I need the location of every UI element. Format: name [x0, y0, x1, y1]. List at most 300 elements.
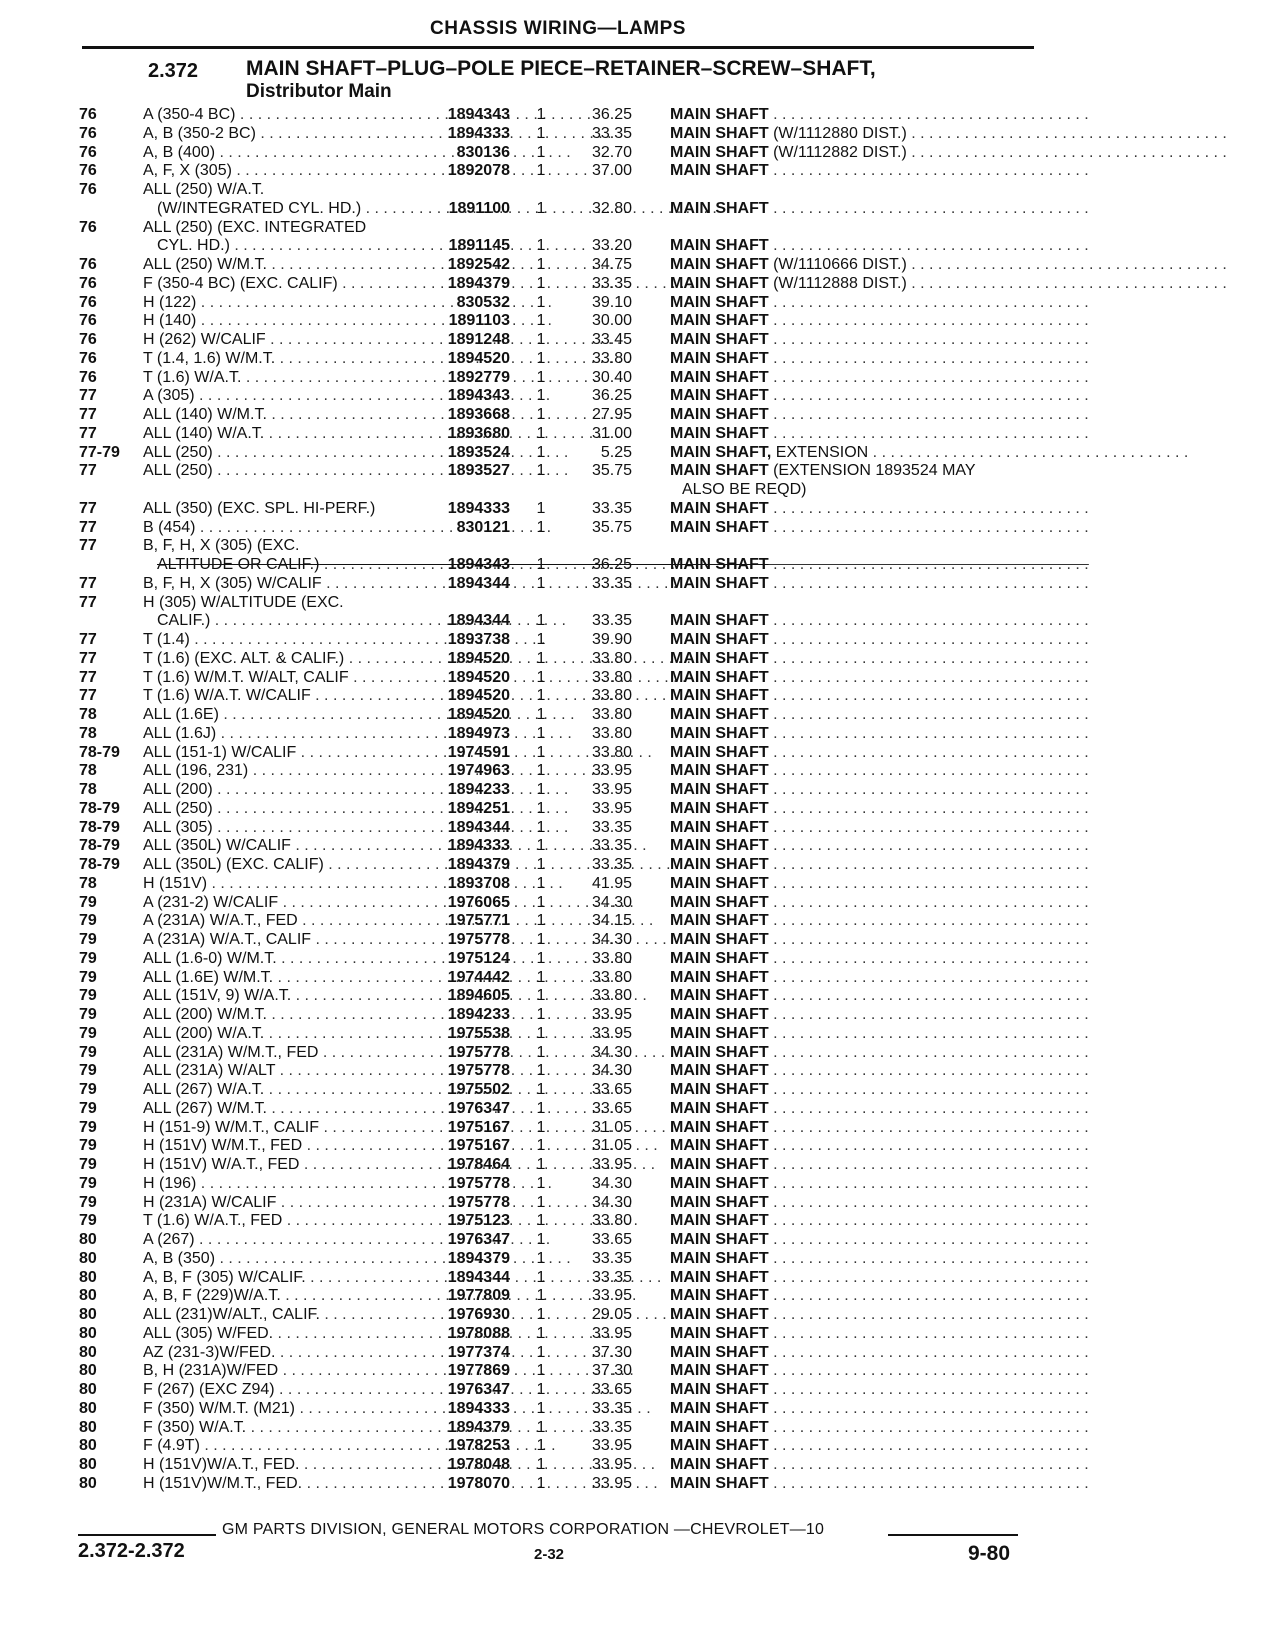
- table-row: [0, 556, 1280, 575]
- description: [670, 781, 1089, 800]
- quantity: 1: [536, 556, 546, 573]
- part-number: 1975778: [447, 1193, 510, 1211]
- description: [670, 1249, 1089, 1269]
- quantity: 1: [536, 574, 546, 592]
- description: [670, 874, 1089, 894]
- part-number: 1975124: [447, 949, 510, 967]
- description-name: MAIN SHAFT: [670, 1006, 769, 1023]
- description: [670, 1399, 1089, 1419]
- quantity: 1: [536, 1212, 546, 1230]
- part-number: 1894379: [447, 274, 510, 292]
- footer-section-range: 2.372-2.372: [78, 1540, 185, 1562]
- model-year: 80: [79, 1399, 97, 1417]
- description: [670, 1437, 1089, 1456]
- leader-dots: . . . . . . . . . . . . . . . . . . . . . . . . . . . . . . . . . . . .: [768, 631, 1089, 648]
- application: A, B, F (305) W/CALIF. . . .: [143, 1269, 411, 1288]
- model-year: 79: [79, 1212, 97, 1230]
- leader-dots: . . . . . . . . . . . . . . . . . . . . . . . . . . . . . . . . . . . .: [768, 893, 1089, 911]
- description-name: MAIN SHAFT: [670, 1381, 769, 1398]
- quantity: 1: [536, 1474, 546, 1492]
- price: 33.95: [591, 1024, 632, 1042]
- application: ALL (250) . . .: [143, 444, 411, 463]
- model-year: 76: [79, 256, 97, 273]
- description: [670, 1156, 1089, 1175]
- part-number: 1894344: [447, 818, 510, 836]
- application: ALL (305) W/FED. . . .: [143, 1325, 411, 1344]
- part-number: 1894520: [447, 349, 510, 367]
- part-number: 1894343: [447, 556, 510, 573]
- leader-dots: . . . . . . . . . . . . . . . . . . . . . . . . . . . . . . . . . . . .: [768, 612, 1089, 630]
- part-number: 1891103: [448, 312, 510, 330]
- leader-dots: . . . . . . . . . . . . . . . . . . . . . . . . . . . . . . . . . . . .: [768, 799, 1089, 817]
- model-year: 78: [79, 706, 97, 723]
- quantity: 1: [536, 443, 546, 461]
- application: A (231-2) W/CALIF . . .: [143, 894, 411, 913]
- price: 33.35: [591, 124, 632, 142]
- description: [670, 949, 1089, 969]
- table-row: [0, 969, 1280, 988]
- table-row: [0, 387, 1280, 406]
- table-row: [0, 1175, 1280, 1194]
- leader-dots: . . . . . . . . . . . . . . . . . . . . . . . . . . . . . . . . . . . .: [768, 518, 1089, 536]
- application: H (151V) . . .: [143, 875, 411, 894]
- description: [670, 931, 1089, 950]
- application: ALL (250) W/M.T. . . .: [143, 256, 411, 275]
- description-name: MAIN SHAFT: [670, 1212, 769, 1230]
- model-year: 76: [79, 349, 97, 367]
- application: ALL (231A) W/M.T., FED . . .: [143, 1044, 411, 1063]
- quantity: 1: [536, 781, 546, 798]
- footer-rule-left: [78, 1534, 216, 1536]
- description: [670, 1324, 1089, 1344]
- part-number: 1975778: [447, 1174, 510, 1192]
- model-year: 79: [79, 1062, 97, 1080]
- model-year: 80: [79, 1362, 97, 1380]
- price: 34.30: [591, 1174, 632, 1192]
- part-number: 1894520: [447, 687, 510, 705]
- price: 33.35: [591, 837, 632, 855]
- quantity: 1: [536, 1306, 546, 1323]
- description-name: MAIN SHAFT: [670, 687, 769, 705]
- price: 33.35: [591, 574, 632, 592]
- part-number: 1977374: [447, 1343, 510, 1361]
- price: 33.80: [591, 649, 632, 667]
- application: ALL (305) . . .: [143, 819, 411, 838]
- price: 33.80: [591, 949, 632, 967]
- price: 33.95: [591, 799, 632, 817]
- quantity: 1: [536, 143, 546, 161]
- description: [670, 387, 1089, 406]
- quantity: 1: [536, 237, 546, 255]
- part-number: 1893527: [447, 462, 510, 480]
- price: 33.95: [591, 762, 632, 780]
- table-row: [0, 1044, 1280, 1063]
- description-name: MAIN SHAFT: [670, 1231, 769, 1248]
- price: 35.75: [591, 518, 632, 536]
- part-number: 1978048: [447, 1456, 510, 1473]
- description-name: MAIN SHAFT: [670, 837, 769, 855]
- price: 32.80: [591, 199, 632, 217]
- application: ALL (231A) W/ALT . . .: [143, 1062, 411, 1081]
- description: [670, 893, 1089, 913]
- price: 33.80: [591, 668, 632, 686]
- description: [670, 762, 1089, 781]
- price: 31.05: [591, 1137, 632, 1155]
- model-year: 80: [79, 1381, 97, 1398]
- price: 34.30: [591, 1043, 632, 1061]
- application: ALL (200) . . .: [143, 781, 411, 800]
- model-year: 77: [79, 406, 97, 423]
- application: ALL (250) W/A.T.: [143, 181, 265, 198]
- leader-dots: . . . . . . . . . . . . . . . . . . . . . . . . . . . . . . . . . . . .: [768, 668, 1089, 686]
- application: ALL (350L) W/CALIF . . .: [143, 837, 411, 856]
- part-number: 1976347: [447, 1099, 510, 1117]
- application: ALL (151V, 9) W/A.T. . . .: [143, 987, 411, 1006]
- application: ALL (250) (EXC. INTEGRATED: [143, 218, 367, 236]
- price: 33.80: [591, 706, 632, 723]
- leader-dots: . . . . . . . . . . . . . . . . . . . . . . . . . . . . . . . . . . . .: [768, 1268, 1089, 1286]
- description: [670, 612, 1089, 631]
- application: T (1.4, 1.6) W/M.T. . . .: [143, 350, 411, 369]
- model-year: 76: [79, 368, 97, 386]
- application: A, B (350-2 BC) . . .: [143, 125, 411, 144]
- leader-dots: . . . . . . . . . . . . . . . . . . . . . . . . . . . . . . . . . . . .: [768, 1193, 1089, 1211]
- leader-dots: . . . . . . . . . . . . . . . . . . . . . . . . . . . . . . . . . . . .: [768, 556, 1089, 573]
- leader-dots: . . . . . . . . . . . . . . . . . . . . . . . . . . . . . . . . . . . .: [768, 1231, 1089, 1248]
- table-row: [0, 200, 1280, 219]
- model-year: 80: [79, 1287, 97, 1305]
- model-year: 79: [79, 1099, 97, 1117]
- table-row: [0, 819, 1280, 838]
- part-number: 1894344: [447, 574, 510, 592]
- model-year: 77: [79, 593, 97, 611]
- quantity: 1: [536, 124, 546, 142]
- quantity: 1: [536, 968, 546, 986]
- quantity: 1: [536, 368, 546, 386]
- part-number: 1892542: [447, 256, 510, 273]
- application: B, F, H, X (305) W/CALIF . . .: [143, 575, 411, 594]
- description-name: MAIN SHAFT: [670, 612, 769, 630]
- quantity: 1: [536, 293, 546, 311]
- part-number: 1894333: [447, 499, 510, 517]
- model-year: 78-79: [79, 743, 120, 761]
- part-number: 1894344: [447, 612, 510, 630]
- description: [670, 462, 1028, 481]
- model-year: 79: [79, 1006, 97, 1023]
- price: 33.95: [591, 1287, 632, 1305]
- description-name: MAIN SHAFT: [670, 1193, 769, 1211]
- application: A (267) . . .: [143, 1231, 411, 1250]
- quantity: 1: [536, 1249, 546, 1267]
- model-year: 76: [79, 218, 97, 236]
- price: 33.35: [591, 274, 632, 292]
- table-row: [0, 350, 1280, 369]
- table-row: [0, 1137, 1280, 1156]
- description-note: EXTENSION: [771, 443, 869, 461]
- price: 33.95: [591, 1156, 632, 1173]
- description-note: ALSO BE REQD): [682, 481, 807, 498]
- description: [670, 1231, 1089, 1250]
- model-year: 76: [79, 331, 97, 348]
- quantity: 1: [536, 499, 546, 517]
- leader-dots: . . . . . . . . . . . . . . . . . . . . . . . . . . . . . . . . . . . .: [768, 1062, 1089, 1080]
- table-row: [0, 331, 1280, 350]
- quantity: 1: [536, 424, 546, 442]
- description: [670, 1268, 1089, 1288]
- description: [670, 574, 1089, 594]
- table-row: [0, 1325, 1280, 1344]
- price: 33.80: [591, 1212, 632, 1230]
- price: 33.65: [591, 1381, 632, 1398]
- quantity: 1: [536, 1456, 546, 1473]
- application: A, B, F (229)W/A.T. . . .: [143, 1287, 411, 1306]
- description-name: MAIN SHAFT: [670, 143, 769, 161]
- application: ALL (231)W/ALT., CALIF. . . .: [143, 1306, 411, 1325]
- description: [670, 424, 1089, 444]
- description-note: (W/1110666 DIST.): [768, 256, 907, 273]
- description: [670, 1062, 1089, 1081]
- application: A (350-4 BC) . . .: [143, 106, 411, 125]
- description-name: MAIN SHAFT: [670, 1437, 769, 1455]
- model-year: 79: [79, 1118, 97, 1136]
- part-number: 1893524: [447, 443, 510, 461]
- application: B, F, H, X (305) (EXC.: [143, 537, 300, 555]
- leader-dots: . . . . . . . . . . . . . . . . . . . . . . . . . . . . . . . . . . . .: [768, 724, 1089, 742]
- table-row: [0, 162, 1280, 181]
- description-name: MAIN SHAFT: [670, 1043, 769, 1061]
- price: 33.95: [591, 1474, 632, 1492]
- description-name: MAIN SHAFT: [670, 1343, 769, 1361]
- model-year: 77: [79, 518, 97, 536]
- description-name: MAIN SHAFT: [670, 856, 769, 873]
- model-year: 79: [79, 968, 97, 986]
- quantity: 1: [536, 1043, 546, 1061]
- description-name: MAIN SHAFT: [670, 1174, 769, 1192]
- description-name: MAIN SHAFT: [670, 1362, 769, 1380]
- part-number: 1974442: [447, 968, 510, 986]
- table-row: [0, 237, 1280, 256]
- quantity: 1: [536, 1418, 546, 1436]
- application: B, H (231A)W/FED . . .: [143, 1362, 411, 1381]
- table-row: [0, 425, 1280, 444]
- table-row: [0, 1119, 1280, 1138]
- description-name: MAIN SHAFT: [670, 574, 769, 592]
- application: H (151-9) W/M.T., CALIF . . .: [143, 1119, 411, 1138]
- application: F (350) W/M.T. (M21) . . .: [143, 1400, 411, 1419]
- application: ALL (267) W/M.T. . . .: [143, 1100, 411, 1119]
- leader-dots: . . . . . . . . . . . . . . . . . . . . . . . . . . . . . . . . . . . .: [768, 949, 1089, 967]
- description-note: (W/1112880 DIST.): [768, 124, 907, 142]
- application: ALL (196, 231) . . .: [143, 762, 411, 781]
- table-row: [0, 462, 1280, 481]
- application: A (305) . . .: [143, 387, 411, 406]
- table-row: [0, 256, 1280, 275]
- quantity: 1: [536, 1324, 546, 1342]
- model-year: 76: [79, 143, 97, 161]
- description-name: MAIN SHAFT: [670, 762, 769, 780]
- description: [670, 1118, 1089, 1138]
- quantity: 1: [536, 462, 546, 480]
- table-row: [0, 106, 1280, 125]
- part-number: 1975771: [447, 912, 510, 930]
- model-year: 79: [79, 1043, 97, 1061]
- price: 33.80: [591, 743, 632, 761]
- leader-dots: . . . . . . . . . . . . . . . . . . . . . . . . . . . . . . . . . . . .: [768, 1006, 1089, 1023]
- part-number: 1975123: [447, 1212, 510, 1230]
- application: H (151V) W/A.T., FED . . .: [143, 1156, 411, 1175]
- description-name: MAIN SHAFT: [670, 631, 769, 648]
- table-row: [0, 1156, 1280, 1175]
- leader-dots: . . . . . . . . . . . . . . . . . . . . . . . . . . . . . . . . . . . .: [768, 199, 1089, 217]
- table-row: [0, 725, 1280, 744]
- part-number: 1891248: [447, 331, 510, 348]
- quantity: 1: [536, 893, 546, 911]
- application: H (305) W/ALTITUDE (EXC.: [143, 593, 344, 611]
- price: 33.80: [591, 687, 632, 705]
- description: [670, 912, 1089, 931]
- application: A, B (400) . . .: [143, 144, 411, 163]
- leader-dots: . . . . . . . . . . . . . . . . . . . . . . . . . . . . . . . . . . . .: [768, 1081, 1089, 1098]
- quantity: 1: [536, 799, 546, 817]
- description-name: MAIN SHAFT: [670, 518, 769, 536]
- table-row: [0, 1212, 1280, 1231]
- leader-dots: . . . . . . . . . . . . . . . . . . . . . . . . . . . . . . . . . . . .: [768, 1381, 1089, 1398]
- description-name: MAIN SHAFT,: [670, 443, 772, 461]
- model-year: 78: [79, 762, 97, 780]
- quantity: 1: [536, 912, 546, 930]
- leader-dots: . . . . . . . . . . . . . . . . . . . . . . . . . . . . . . . . . . . .: [768, 349, 1089, 367]
- quantity: 1: [536, 256, 546, 273]
- table-row: [0, 575, 1280, 594]
- description-name: MAIN SHAFT: [670, 424, 769, 442]
- table-row: [0, 837, 1280, 856]
- price: 34.30: [591, 1062, 632, 1080]
- description: [670, 649, 1089, 669]
- footer-date: 9-80: [968, 1542, 1011, 1565]
- leader-dots: . . . . . . . . . . . . . . . . . . . . . . . . . . . . . . . . . . . .: [768, 387, 1089, 405]
- part-number: 830532: [456, 293, 510, 311]
- leader-dots: . . . . . . . . . . . . . . . . . . . . . . . . . . . . . . . . . . . .: [768, 499, 1089, 517]
- parts-table: [0, 106, 1280, 1494]
- price: 33.80: [591, 968, 632, 986]
- leader-dots: . . . . . . . . . . . . . . . . . . . . . . . . . . . . . . . . . . . .: [768, 1324, 1089, 1342]
- model-year: 77: [79, 668, 97, 686]
- model-year: 80: [79, 1343, 97, 1361]
- application: F (267) (EXC Z94) . . .: [143, 1381, 411, 1400]
- application: H (151V) W/M.T., FED . . .: [143, 1137, 411, 1156]
- model-year: 80: [79, 1418, 97, 1436]
- part-number: 1894520: [447, 668, 510, 686]
- application: A (231A) W/A.T., FED . . .: [143, 912, 411, 931]
- quantity: 1: [536, 724, 546, 742]
- description: [670, 799, 1089, 819]
- part-number: 1894379: [447, 1418, 510, 1436]
- application: H (151V)W/M.T., FED. . . .: [143, 1475, 411, 1494]
- table-row: [0, 931, 1280, 950]
- description-name: MAIN SHAFT: [670, 237, 769, 255]
- leader-dots: . . . . . . . . . . . . . . . . . . . . . . . . . . . . . . . . . . . .: [768, 293, 1089, 311]
- description-name: MAIN SHAFT: [670, 1268, 769, 1286]
- price: 30.00: [591, 312, 632, 330]
- model-year: 80: [79, 1231, 97, 1248]
- description-name: MAIN SHAFT: [670, 556, 769, 573]
- table-row: [0, 650, 1280, 669]
- part-number: 1975778: [447, 931, 510, 948]
- table-row: [0, 781, 1280, 800]
- description-name: MAIN SHAFT: [670, 724, 769, 742]
- description: [670, 1006, 1089, 1025]
- quantity: 1: [536, 931, 546, 948]
- application: T (1.6) W/A.T., FED . . .: [143, 1212, 411, 1231]
- table-row: [0, 1062, 1280, 1081]
- table-row: [0, 1475, 1280, 1494]
- price: 33.35: [591, 1399, 632, 1417]
- leader-dots: . . . . . . . . . . . . . . . . . . . . . . . . . . . . . . . . . . . .: [768, 1437, 1089, 1455]
- leader-dots: . . . . . . . . . . . . . . . . . . . . . . . . . . . . . . . . . . . .: [768, 424, 1089, 442]
- price: 33.35: [591, 856, 632, 873]
- description-note: (W/1112882 DIST.): [768, 143, 907, 161]
- part-number: 1894343: [447, 387, 510, 405]
- price: 33.80: [591, 987, 632, 1005]
- description-name: MAIN SHAFT: [670, 312, 769, 330]
- price: 33.65: [591, 1231, 632, 1248]
- description: [670, 724, 1089, 744]
- model-year: 79: [79, 1156, 97, 1173]
- leader-dots: . . . . . . . . . . . . . . . . . . . . . . . . . . . . . . . . . . . .: [768, 1249, 1089, 1267]
- description: [670, 1081, 1089, 1100]
- part-number: 1894605: [447, 987, 510, 1005]
- leader-dots: . . . . . . . . . . . . . . . . . . . . . . . . . . . . . . . . . . . .: [768, 987, 1089, 1005]
- part-number: 1978088: [447, 1324, 510, 1342]
- quantity: 1: [536, 106, 546, 123]
- leader-dots: . . . . . . . . . . . . . . . . . . . . . . . . . . . . . . . . . . . .: [768, 968, 1089, 986]
- description-name: MAIN SHAFT: [670, 781, 769, 798]
- application: ALL (140) W/M.T. . . .: [143, 406, 411, 425]
- quantity: 1: [536, 518, 546, 536]
- application: F (350-4 BC) (EXC. CALIF) . . .: [143, 275, 411, 294]
- price: 33.35: [591, 1249, 632, 1267]
- description-name: MAIN SHAFT: [670, 331, 769, 348]
- quantity: 1: [536, 1399, 546, 1417]
- quantity: 1: [536, 274, 546, 292]
- application: ALTITUDE OR CALIF.) . . .: [143, 556, 411, 575]
- description: [670, 256, 1227, 275]
- description-name: MAIN SHAFT: [670, 949, 769, 967]
- price: 34.30: [591, 1193, 632, 1211]
- part-number: 1976930: [447, 1306, 510, 1323]
- application: ALL (1.6-0) W/M.T. . . .: [143, 950, 411, 969]
- quantity: 1: [536, 331, 546, 348]
- description: [670, 443, 1189, 463]
- description-name: MAIN SHAFT: [670, 987, 769, 1005]
- leader-dots: . . . . . . . . . . . . . . . . . . . . . . . . . . . . . . . . . . . .: [768, 312, 1089, 330]
- leader-dots: . . . . . . . . . . . . . . . . . . . . . . . . . . . . . . . . . . . .: [768, 649, 1089, 667]
- table-row: [0, 706, 1280, 725]
- leader-dots: . . . . . . . . . . . . . . . . . . . . . . . . . . . . . . . . . . . .: [768, 781, 1089, 798]
- part-number: 1892779: [447, 368, 510, 386]
- model-year: 79: [79, 912, 97, 930]
- table-row: [0, 1362, 1280, 1381]
- application: T (1.4) . . .: [143, 631, 411, 650]
- table-row: [0, 800, 1280, 819]
- part-number: 1891145: [448, 237, 510, 255]
- price: 36.25: [591, 106, 632, 123]
- section-title: MAIN SHAFT–PLUG–POLE PIECE–RETAINER–SCREW–SHAFT,: [246, 57, 876, 80]
- table-row: [0, 894, 1280, 913]
- price: 33.65: [591, 1099, 632, 1117]
- part-number: 1891100: [448, 199, 510, 217]
- quantity: 1: [536, 1437, 546, 1455]
